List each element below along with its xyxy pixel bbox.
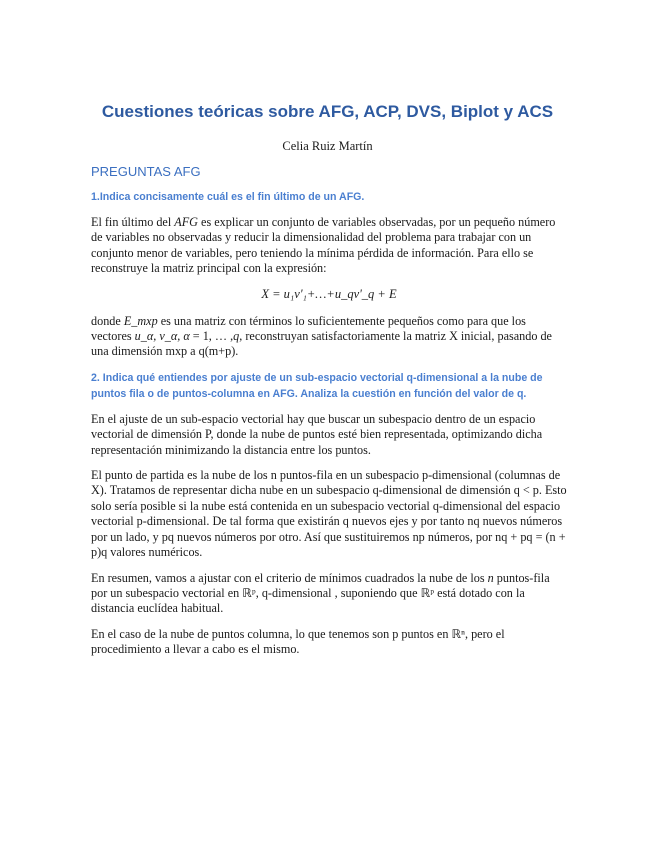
math-rp: ℝᵖ (242, 585, 256, 600)
author-name: Celia Ruiz Martín (282, 139, 373, 153)
question-2-paragraph-2: El punto de partida es la nube de los n puntos-fila en un subespacio p-dimensional (columnas de X). Tratamos de representar dicha nube en un subespacio q-dimensional de dimensión q < p. Esto solo sería posible si la nube está contenida en un subespacio vectorial q-dimensional del espacio vectorial p-dimensional. De tal forma que existirán q nuevos ejes y por tanto nq nuevos números por un lado, y pq nuevos números por otro. Así que sustituiremos np números, por nq + pq = (n + p)q valores numéricos. (91, 468, 567, 560)
math-afg: AFG (174, 215, 198, 229)
document-body (91, 164, 567, 668)
document-title: Cuestiones teóricas sobre AFG, ACP, DVS, Biplot y ACS (101, 102, 554, 121)
section-heading: PREGUNTAS AFG (91, 164, 201, 179)
math-emxp: E_mxp (123, 313, 158, 328)
text-run: El fin último del (91, 215, 175, 229)
text-run: , q-dimensional , suponiendo que (255, 585, 421, 600)
text-run: , pero el procedimiento a llevar a cabo es el mismo. (91, 626, 505, 657)
text-run: está dotado con la distancia euclídea habitual. (91, 585, 525, 616)
math-vectors: u_α, v_α, α (134, 329, 190, 344)
math-q: q (233, 329, 240, 344)
text-run: , reconstruyan satisfactoriamente la matriz X inicial, pasando de una dimensión mxp a q(m+p). (91, 329, 552, 359)
question-2-paragraph-1: En el ajuste de un sub-espacio vectorial hay que buscar un subespacio dentro de un espacio vectorial de dimensión P, donde la nube de puntos esté bien representada, optimizando dicha representación minimizando la distancia entre los puntos. (91, 411, 543, 457)
question-1-heading: 1.Indica concisamente cuál es el fin último de un AFG. (91, 191, 365, 203)
text-run: En el caso de la nube de puntos columna, lo que tenemos son p puntos en (91, 626, 452, 641)
formula: X = u₁v'₁+…+u_qv'_q + E (261, 286, 397, 301)
math-rp: ℝᵖ (420, 585, 435, 600)
question-2-paragraph-3 (91, 571, 567, 617)
text-run: donde (91, 313, 124, 328)
text-run: es una matriz con términos lo suficientemente pequeños como para que los vectores (91, 313, 526, 344)
math-n: n (487, 570, 494, 585)
question-2-paragraph-4 (91, 627, 567, 658)
text-run: = 1, … , (189, 329, 234, 344)
question-1-paragraph-1 (91, 215, 567, 277)
text-run: puntos-fila por un subespacio vectorial en (91, 570, 550, 600)
question-2-heading: 2. Indica qué entiendes por ajuste de un sub-espacio vectorial q-dimensional a la nube de puntos fila o de puntos-columna en AFG. Analiza la cuestión en función del valor de q. (91, 371, 543, 400)
text-run: En resumen, vamos a ajustar con el criterio de mínimos cuadrados la nube de los (91, 570, 488, 585)
question-1-paragraph-2 (91, 314, 567, 360)
text-run: es explicar un conjunto de variables observadas, por un pequeño número de variables no observadas y reducir la dimensionalidad del problema para trabajar con un conjunto menor de variables, pero teniendo la mínima pérdida de información. Para ello se reconstruye la matriz principal con la expresión: (91, 215, 556, 276)
math-rn: ℝⁿ (451, 626, 465, 641)
